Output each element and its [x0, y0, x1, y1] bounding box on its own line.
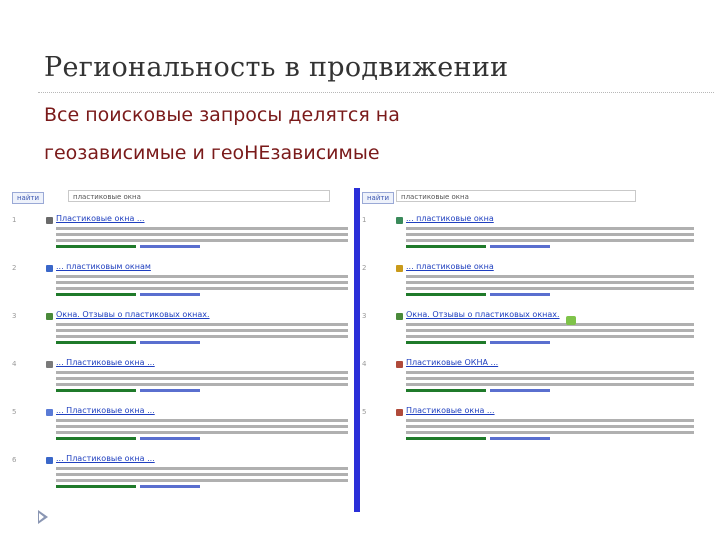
result-extra-link[interactable] — [140, 437, 200, 440]
right-search-button[interactable]: найти — [362, 192, 394, 204]
result-snippet-line — [56, 323, 348, 326]
result-url[interactable] — [406, 341, 486, 344]
favicon-icon — [396, 265, 403, 272]
result-title-link[interactable]: ... Пластиковые окна ... — [56, 358, 155, 367]
result-extra-link[interactable] — [140, 341, 200, 344]
result-url[interactable] — [406, 437, 486, 440]
result-number: 3 — [362, 312, 367, 320]
subtitle-line-1: Все поисковые запросы делятся на — [44, 104, 400, 126]
result-number: 5 — [12, 408, 17, 416]
result-title-link[interactable]: ... пластиковые окна — [406, 214, 494, 223]
favicon-icon — [396, 217, 403, 224]
search-result — [360, 214, 700, 262]
result-extra-link[interactable] — [490, 341, 550, 344]
result-snippet-line — [56, 473, 348, 476]
result-snippet-line — [406, 425, 694, 428]
favicon-icon — [396, 409, 403, 416]
result-number: 1 — [12, 216, 17, 224]
result-number: 5 — [362, 408, 367, 416]
result-snippet-line — [406, 239, 694, 242]
left-search-results-panel — [10, 188, 354, 512]
result-extra-link[interactable] — [140, 389, 200, 392]
result-url[interactable] — [56, 341, 136, 344]
result-snippet-line — [406, 287, 694, 290]
search-result — [360, 358, 700, 406]
left-search-header — [10, 188, 354, 206]
result-url[interactable] — [56, 245, 136, 248]
result-title-link[interactable]: Окна. Отзывы о пластиковых окнах. — [56, 310, 210, 319]
search-result — [10, 454, 354, 502]
subtitle-line-2: геозависимые и геоНЕзависимые — [44, 142, 380, 164]
result-url[interactable] — [56, 389, 136, 392]
result-extra-link[interactable] — [140, 485, 200, 488]
result-thumbnail-icon — [566, 316, 576, 325]
favicon-icon — [46, 457, 53, 464]
result-snippet-line — [56, 467, 348, 470]
result-snippet-line — [56, 425, 348, 428]
result-snippet-line — [56, 281, 348, 284]
result-extra-link[interactable] — [140, 245, 200, 248]
favicon-icon — [396, 313, 403, 320]
search-result — [360, 262, 700, 310]
right-search-header — [360, 188, 700, 206]
result-number: 2 — [362, 264, 367, 272]
result-snippet-line — [56, 419, 348, 422]
search-result — [10, 358, 354, 406]
result-extra-link[interactable] — [490, 293, 550, 296]
result-url[interactable] — [406, 293, 486, 296]
result-snippet-line — [56, 329, 348, 332]
result-number: 1 — [362, 216, 367, 224]
result-title-link[interactable]: Пластиковые окна ... — [406, 406, 495, 415]
search-result — [10, 214, 354, 262]
result-snippet-line — [406, 419, 694, 422]
result-number: 3 — [12, 312, 17, 320]
result-title-link[interactable]: ... Пластиковые окна ... — [56, 406, 155, 415]
title-divider — [38, 92, 714, 93]
result-title-link[interactable]: Пластиковые ОКНА ... — [406, 358, 499, 367]
result-number: 6 — [12, 456, 17, 464]
result-snippet-line — [56, 383, 348, 386]
result-snippet-line — [56, 479, 348, 482]
result-snippet-line — [406, 431, 694, 434]
result-snippet-line — [406, 227, 694, 230]
result-url[interactable] — [406, 389, 486, 392]
result-number: 2 — [12, 264, 17, 272]
result-snippet-line — [406, 329, 694, 332]
favicon-icon — [396, 361, 403, 368]
result-title-link[interactable]: Пластиковые окна ... — [56, 214, 145, 223]
right-search-results-panel — [360, 188, 700, 512]
favicon-icon — [46, 265, 53, 272]
result-title-link[interactable]: ... Пластиковые окна ... — [56, 454, 155, 463]
result-url[interactable] — [56, 293, 136, 296]
result-snippet-line — [406, 371, 694, 374]
right-results-list — [360, 214, 700, 454]
result-snippet-line — [56, 287, 348, 290]
result-snippet-line — [406, 281, 694, 284]
right-search-input[interactable]: пластиковые окна — [396, 190, 636, 202]
search-result — [10, 406, 354, 454]
left-search-button[interactable]: найти — [12, 192, 44, 204]
result-title-link[interactable]: ... пластиковым окнам — [56, 262, 151, 271]
result-snippet-line — [56, 239, 348, 242]
favicon-icon — [46, 313, 53, 320]
left-results-list — [10, 214, 354, 502]
left-search-input[interactable]: пластиковые окна — [68, 190, 330, 202]
result-snippet-line — [406, 383, 694, 386]
result-snippet-line — [406, 275, 694, 278]
result-url[interactable] — [56, 485, 136, 488]
result-snippet-line — [56, 431, 348, 434]
result-snippet-line — [56, 377, 348, 380]
result-snippet-line — [406, 323, 694, 326]
search-result — [360, 406, 700, 454]
result-snippet-line — [56, 233, 348, 236]
favicon-icon — [46, 409, 53, 416]
result-snippet-line — [56, 275, 348, 278]
search-result — [360, 310, 700, 358]
result-snippet-line — [56, 335, 348, 338]
result-url[interactable] — [56, 437, 136, 440]
result-extra-link[interactable] — [490, 245, 550, 248]
favicon-icon — [46, 361, 53, 368]
result-snippet-line — [406, 335, 694, 338]
result-extra-link[interactable] — [490, 437, 550, 440]
triangle-right-icon[interactable] — [38, 510, 48, 524]
search-result — [10, 262, 354, 310]
result-snippet-line — [406, 233, 694, 236]
result-snippet-line — [56, 371, 348, 374]
result-url[interactable] — [406, 245, 486, 248]
favicon-icon — [46, 217, 53, 224]
result-number: 4 — [362, 360, 367, 368]
result-number: 4 — [12, 360, 17, 368]
result-title-link[interactable]: ... пластиковые окна — [406, 262, 494, 271]
search-result — [10, 310, 354, 358]
result-title-link[interactable]: Окна. Отзывы о пластиковых окнах. — [406, 310, 560, 319]
result-extra-link[interactable] — [490, 389, 550, 392]
result-extra-link[interactable] — [140, 293, 200, 296]
result-snippet-line — [56, 227, 348, 230]
slide-title: Региональность в продвижении — [44, 52, 509, 83]
result-snippet-line — [406, 377, 694, 380]
